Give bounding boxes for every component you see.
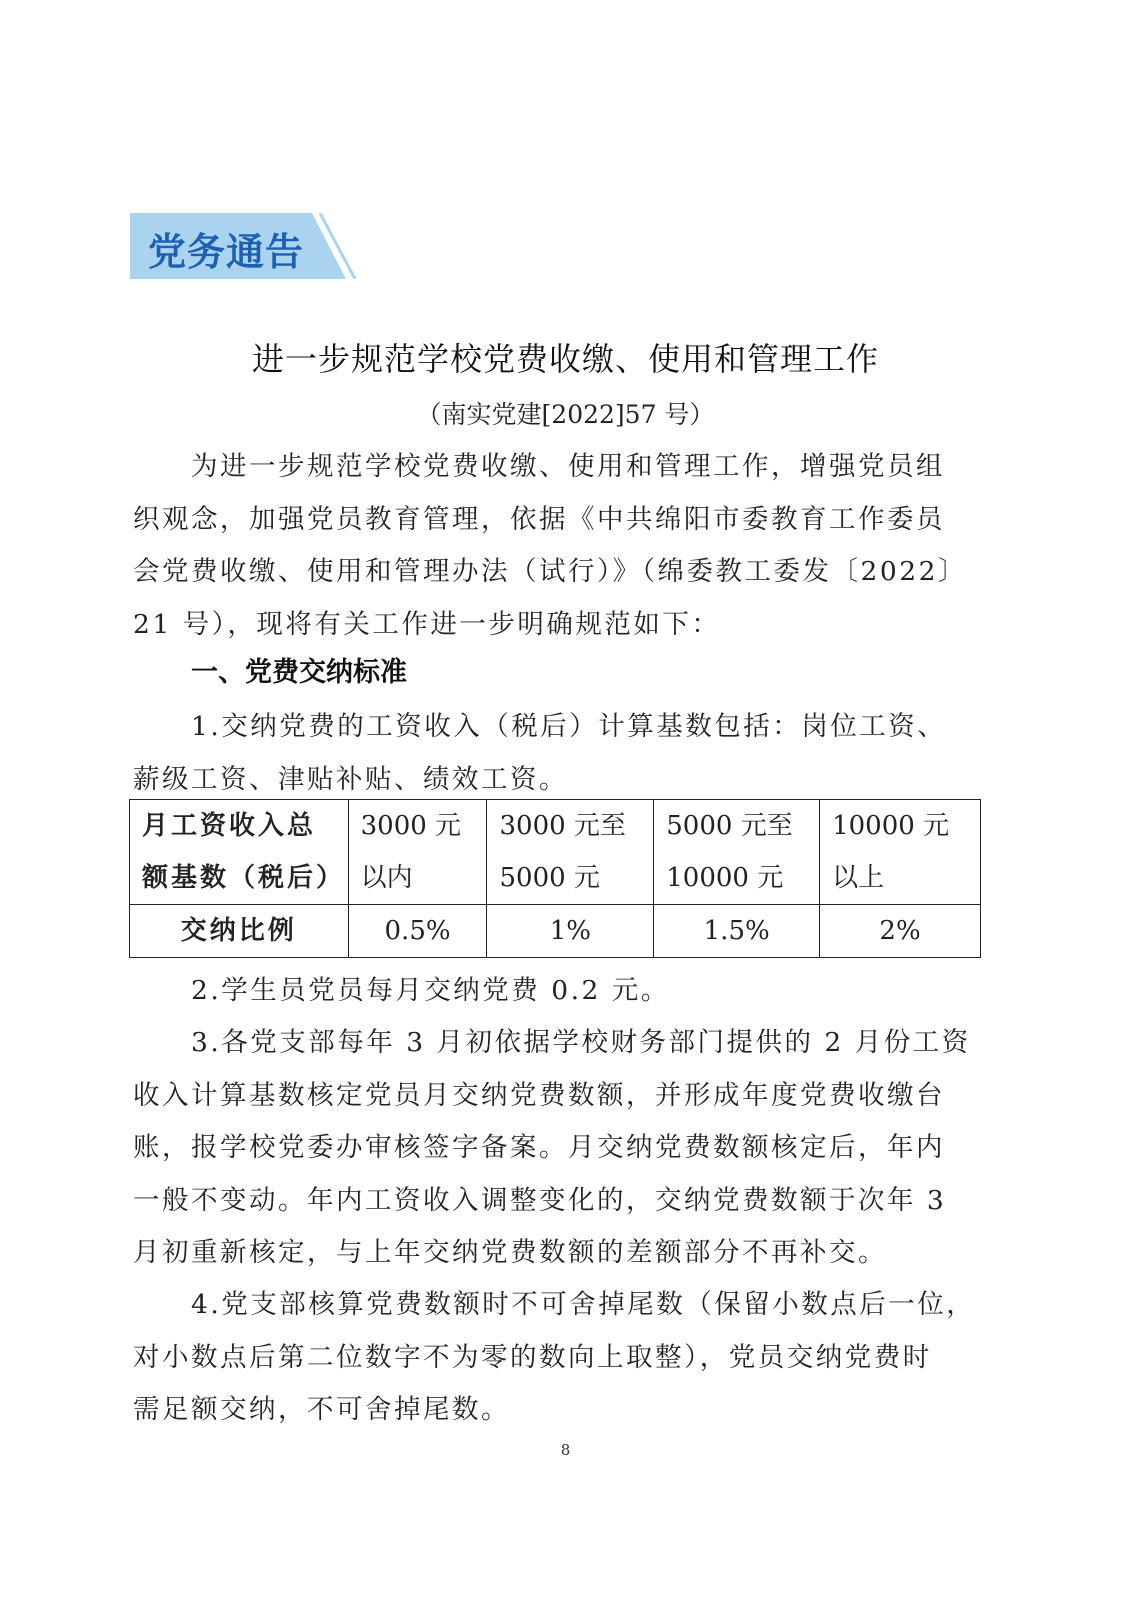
document-number: （南实党建[2022]57 号） bbox=[416, 400, 715, 429]
table-row bbox=[130, 800, 981, 905]
text-line: 2.学生员党员每月交纳党费 0.2 元。 bbox=[191, 975, 670, 1006]
section-heading: 一、党费交纳标准 bbox=[191, 657, 407, 688]
table-cell: 5000 元至 10000 元 bbox=[654, 800, 820, 905]
table-header-cell: 交纳比例 bbox=[130, 905, 349, 958]
text-line: 一般不变动。年内工资收入调整变化的，交纳党费数额于次年 3 bbox=[133, 1184, 947, 1216]
text-line: 会党费收缴、使用和管理办法（试行）》（绵委教工委发〔2022〕 bbox=[133, 556, 967, 587]
table-cell: 3000 元至 5000 元 bbox=[487, 800, 654, 905]
fee-rate-table bbox=[129, 799, 981, 958]
page-number: 8 bbox=[560, 1441, 571, 1459]
item-2-paragraph bbox=[133, 965, 983, 1018]
table-row bbox=[130, 905, 981, 958]
text-line: 3.各党支部每年 3 月初依据学校财务部门提供的 2 月份工资 bbox=[191, 1027, 971, 1058]
table-cell: 2% bbox=[820, 905, 981, 958]
text-line: 月初重新核定，与上年交纳党费数额的差额部分不再补交。 bbox=[133, 1237, 887, 1268]
item-4-paragraph bbox=[133, 1279, 983, 1437]
document-title: 进一步规范学校党费收缴、使用和管理工作 bbox=[251, 340, 879, 378]
text-line: 4.党支部核算党费数额时不可舍掉尾数（保留小数点后一位， bbox=[191, 1289, 976, 1320]
table-cell: 3000 元 以内 bbox=[348, 800, 487, 905]
section-banner bbox=[130, 213, 358, 279]
text-line: 对小数点后第二位数字不为零的数向上取整），党员交纳党费时 bbox=[133, 1341, 932, 1373]
table-header-cell: 月工资收入总 额基数（税后） bbox=[130, 800, 349, 905]
text-line: 需足额交纳，不可舍掉尾数。 bbox=[133, 1394, 510, 1425]
banner-label: 党务通告 bbox=[148, 230, 305, 274]
table-cell: 0.5% bbox=[348, 905, 487, 958]
table-cell: 10000 元 以上 bbox=[820, 800, 981, 905]
text-line: 薪级工资、津贴补贴、绩效工资。 bbox=[133, 763, 568, 795]
table-cell: 1% bbox=[487, 905, 654, 958]
text-line: 1.交纳党费的工资收入（税后）计算基数包括：岗位工资、 bbox=[191, 711, 947, 742]
text-line: 21 号），现将有关工作进一步明确规范如下： bbox=[133, 608, 721, 640]
text-line: 为进一步规范学校党费收缴、使用和管理工作，增强党员组 bbox=[191, 451, 945, 482]
item-3-paragraph bbox=[133, 1017, 983, 1280]
intro-paragraph bbox=[133, 441, 983, 651]
table-cell: 1.5% bbox=[654, 905, 820, 958]
text-line: 织观念，加强党员教育管理，依据《中共绵阳市委教育工作委员 bbox=[133, 503, 945, 535]
text-line: 账，报学校党委办审核签字备案。月交纳党费数额核定后，年内 bbox=[133, 1132, 945, 1163]
text-line: 收入计算基数核定党员月交纳党费数额，并形成年度党费收缴台 bbox=[133, 1079, 945, 1111]
item-1-paragraph bbox=[133, 701, 983, 806]
